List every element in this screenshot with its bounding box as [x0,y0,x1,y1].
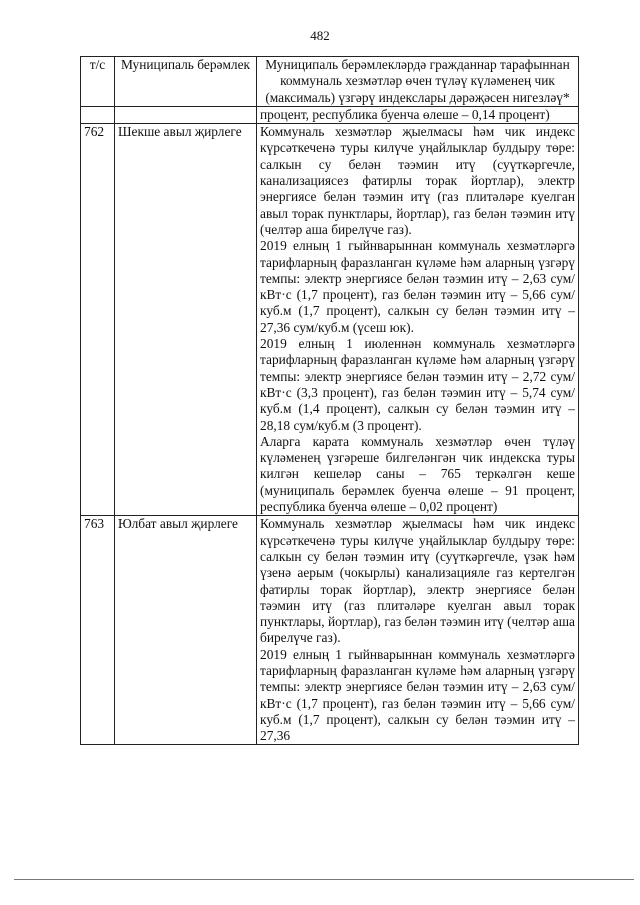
table-row [81,124,579,516]
header-index: Муниципаль берәмлекләрдә гражданнар тарафыннан коммуналь хезмәтләр өчен түләү күләменең чик (максималь) үзгәрү индекслары дәрәҗәсен нигезләү* [257,57,579,107]
header-municipality: Муниципаль берәмлек [115,57,257,107]
row-municipality: Шекше авыл җирлеге [115,124,257,516]
row-paragraph: Аларга карата коммуналь хезмәтләр өчен түләү күләменең үзгәреше билгеләнгән чик индекска туры килгән кешеләр саны – 765 теркәлгән кеше (муниципаль берәмлек буенча өлеше – 91 процент, республика буенча өлеше – 0,02 процент) [260,433,575,515]
utility-index-table [80,56,579,745]
row-paragraph: 2019 елның 1 гыйнварыннан коммуналь хезмәтләргә тарифларның фаразланган күләме һәм аларның үзгәрү темпы: электр энергиясе белән тәэмин итү – 2,63 сум/кВт·с (1,7 процент), газ белән тәэмин итү – 5,66 сум/куб.м (1,7 процент), салкын су белән тәэмин итү – 27,36 [260,646,575,744]
row-municipality [115,106,257,123]
row-description [257,516,579,745]
table-header-row [81,57,579,107]
row-municipality: Юлбат авыл җирлеге [115,516,257,745]
row-paragraph: 2019 елның 1 июленнән коммуналь хезмәтләргә тарифларның фаразланган күләме һәм аларның үзгәрү темпы: электр энергиясе белән тәэмин итү – 2,72 сум/кВт·с (3,3 процент), газ белән тәэмин итү – 5,74 сум/куб.м (1,4 процент), салкын су белән тәэмин итү – 28,18 сум/куб.м (3 процент). [260,336,575,433]
page-number: 482 [310,28,330,43]
table-row [81,106,579,123]
row-num: 763 [81,516,115,745]
row-num: 762 [81,124,115,516]
row-num [81,106,115,123]
row-description [257,124,579,516]
row-description [257,106,579,123]
row-paragraph: 2019 елның 1 гыйнварыннан коммуналь хезмәтләргә тарифларның фаразланган күләме һәм аларның үзгәрү темпы: электр энергиясе белән тәэмин итү – 2,63 сум/кВт·с (1,7 процент), газ белән тәэмин итү – 5,66 сум/куб.м (1,7 процент), салкын су белән тәэмин итү – 27,36 сум/куб.м (үсеш юк). [260,238,575,335]
page-bottom-rule [14,879,634,880]
header-num: т/с [81,57,115,107]
row-paragraph: Коммуналь хезмәтләр җыелмасы һәм чик индекс күрсәткеченә туры килүче уңайлыклар булдыру төре: салкын су белән тәэмин итү (суүткәргечле, үзәк һәм үзенә аерым (чокырлы) канализацияле газ кертелгән фатирлы торак йортлар), электр энергиясе белән тәэмин итү (газ плитәләре куелган авыл торак пунктлары, йортлар), газ белән тәэмин итү (челтәр аша бирелүче газ). [260,516,575,646]
table-row [81,516,579,745]
row-paragraph: Коммуналь хезмәтләр җыелмасы һәм чик индекс күрсәткеченә туры килүче уңайлыклар булдыру төре: салкын су белән тәэмин итү (суүткәргечле, канализациясез фатирлы торак йортлар), электр энергиясе белән тәэмин итү (газ плитәләре куелган авыл торак пунктлары, йортлар), газ белән тәэмин итү (челтәр аша бирелүче газ). [260,124,575,237]
row-paragraph: процент, республика буенча өлеше – 0,14 процент) [260,106,550,122]
